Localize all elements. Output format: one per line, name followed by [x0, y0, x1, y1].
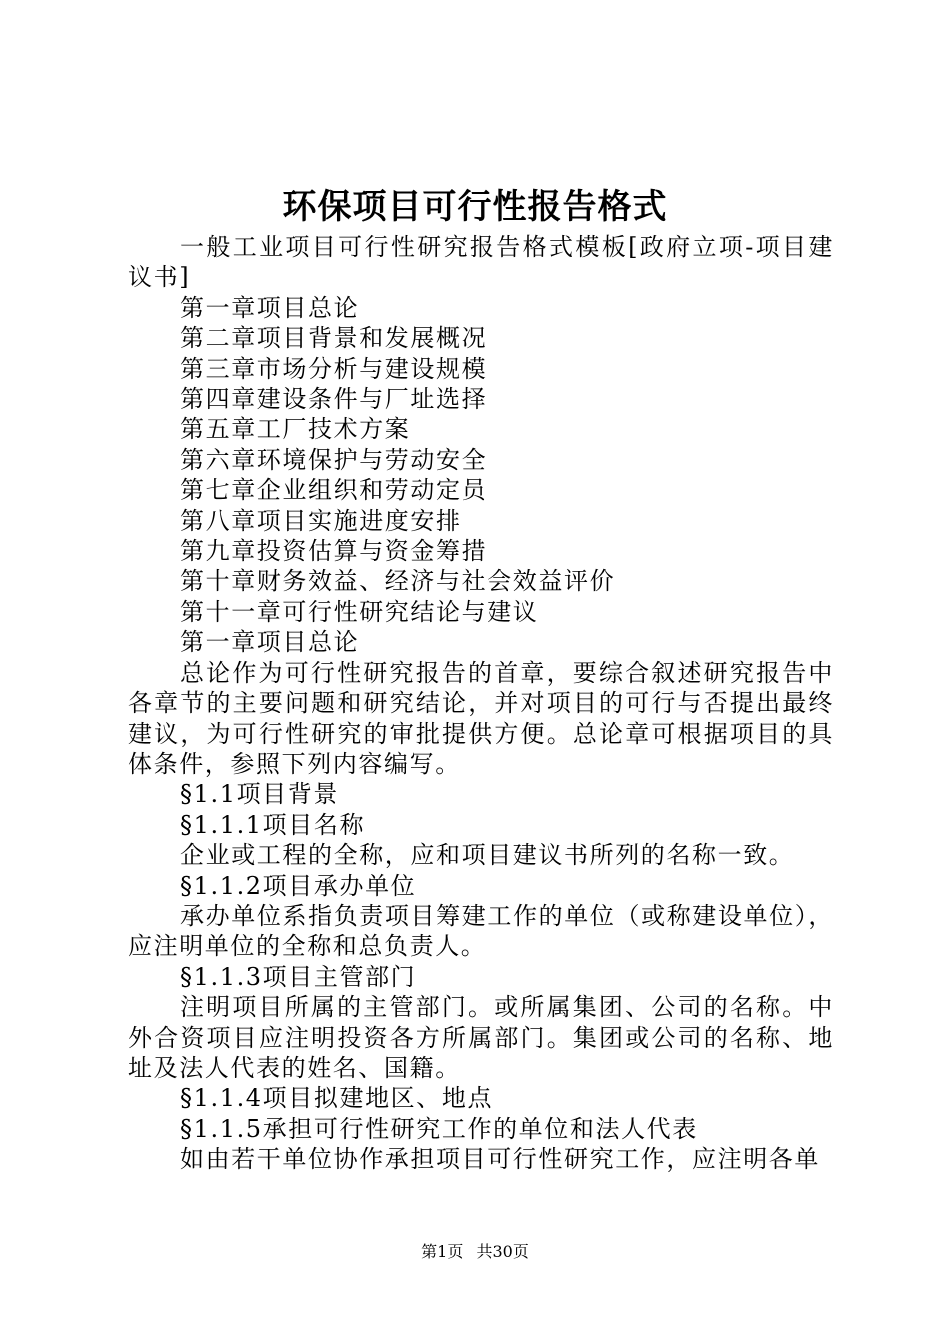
page-number: 第1页	[421, 1242, 464, 1261]
paragraph: 注明项目所属的主管部门。或所属集团、公司的名称。中外合资项目应注明投资各方所属部门。集团或公司的名称、地址及法人代表的姓名、国籍。	[128, 993, 834, 1082]
paragraph: 企业或工程的全称，应和项目建议书所列的名称一致。	[180, 841, 795, 870]
paragraph: 第三章市场分析与建设规模	[180, 354, 488, 383]
page-total: 共30页	[476, 1242, 529, 1261]
paragraph: 第八章项目实施进度安排	[180, 506, 462, 535]
paragraph: 第二章项目背景和发展概况	[180, 324, 488, 353]
paragraph: 第一章项目总论	[180, 628, 360, 657]
paragraph: §1.1.3项目主管部门	[180, 962, 417, 991]
paragraph: §1.1项目背景	[180, 780, 339, 809]
paragraph: 第九章投资估算与资金筹措	[180, 537, 488, 566]
paragraph: 第十章财务效益、经济与社会效益评价	[180, 567, 616, 596]
paragraph: 如由若干单位协作承担项目可行性研究工作，应注明各单	[180, 1145, 820, 1174]
page-footer	[0, 1240, 950, 1264]
paragraph: §1.1.5承担可行性研究工作的单位和法人代表	[180, 1114, 698, 1143]
paragraph: §1.1.4项目拟建地区、地点	[180, 1084, 494, 1113]
paragraph: 一般工业项目可行性研究报告格式模板[政府立项-项目建议书]	[128, 233, 834, 292]
document-title: 环保项目可行性报告格式	[282, 187, 668, 227]
paragraph: 第一章项目总论	[180, 293, 360, 322]
paragraph: 第六章环境保护与劳动安全	[180, 445, 488, 474]
paragraph: §1.1.2项目承办单位	[180, 871, 417, 900]
paragraph: 第五章工厂技术方案	[180, 415, 411, 444]
paragraph: 第四章建设条件与厂址选择	[180, 385, 488, 414]
paragraph: §1.1.1项目名称	[180, 810, 366, 839]
paragraph: 第七章企业组织和劳动定员	[180, 476, 488, 505]
document-body	[128, 232, 834, 1175]
paragraph: 承办单位系指负责项目筹建工作的单位（或称建设单位），应注明单位的全称和总负责人。	[128, 901, 834, 961]
paragraph: 第十一章可行性研究结论与建议	[180, 597, 539, 626]
paragraph: 总论作为可行性研究报告的首章，要综合叙述研究报告中各章节的主要问题和研究结论，并对项目的可行与否提出最终建议，为可行性研究的审批提供方便。总论章可根据项目的具体条件，参照下列内容编写。	[128, 658, 834, 778]
